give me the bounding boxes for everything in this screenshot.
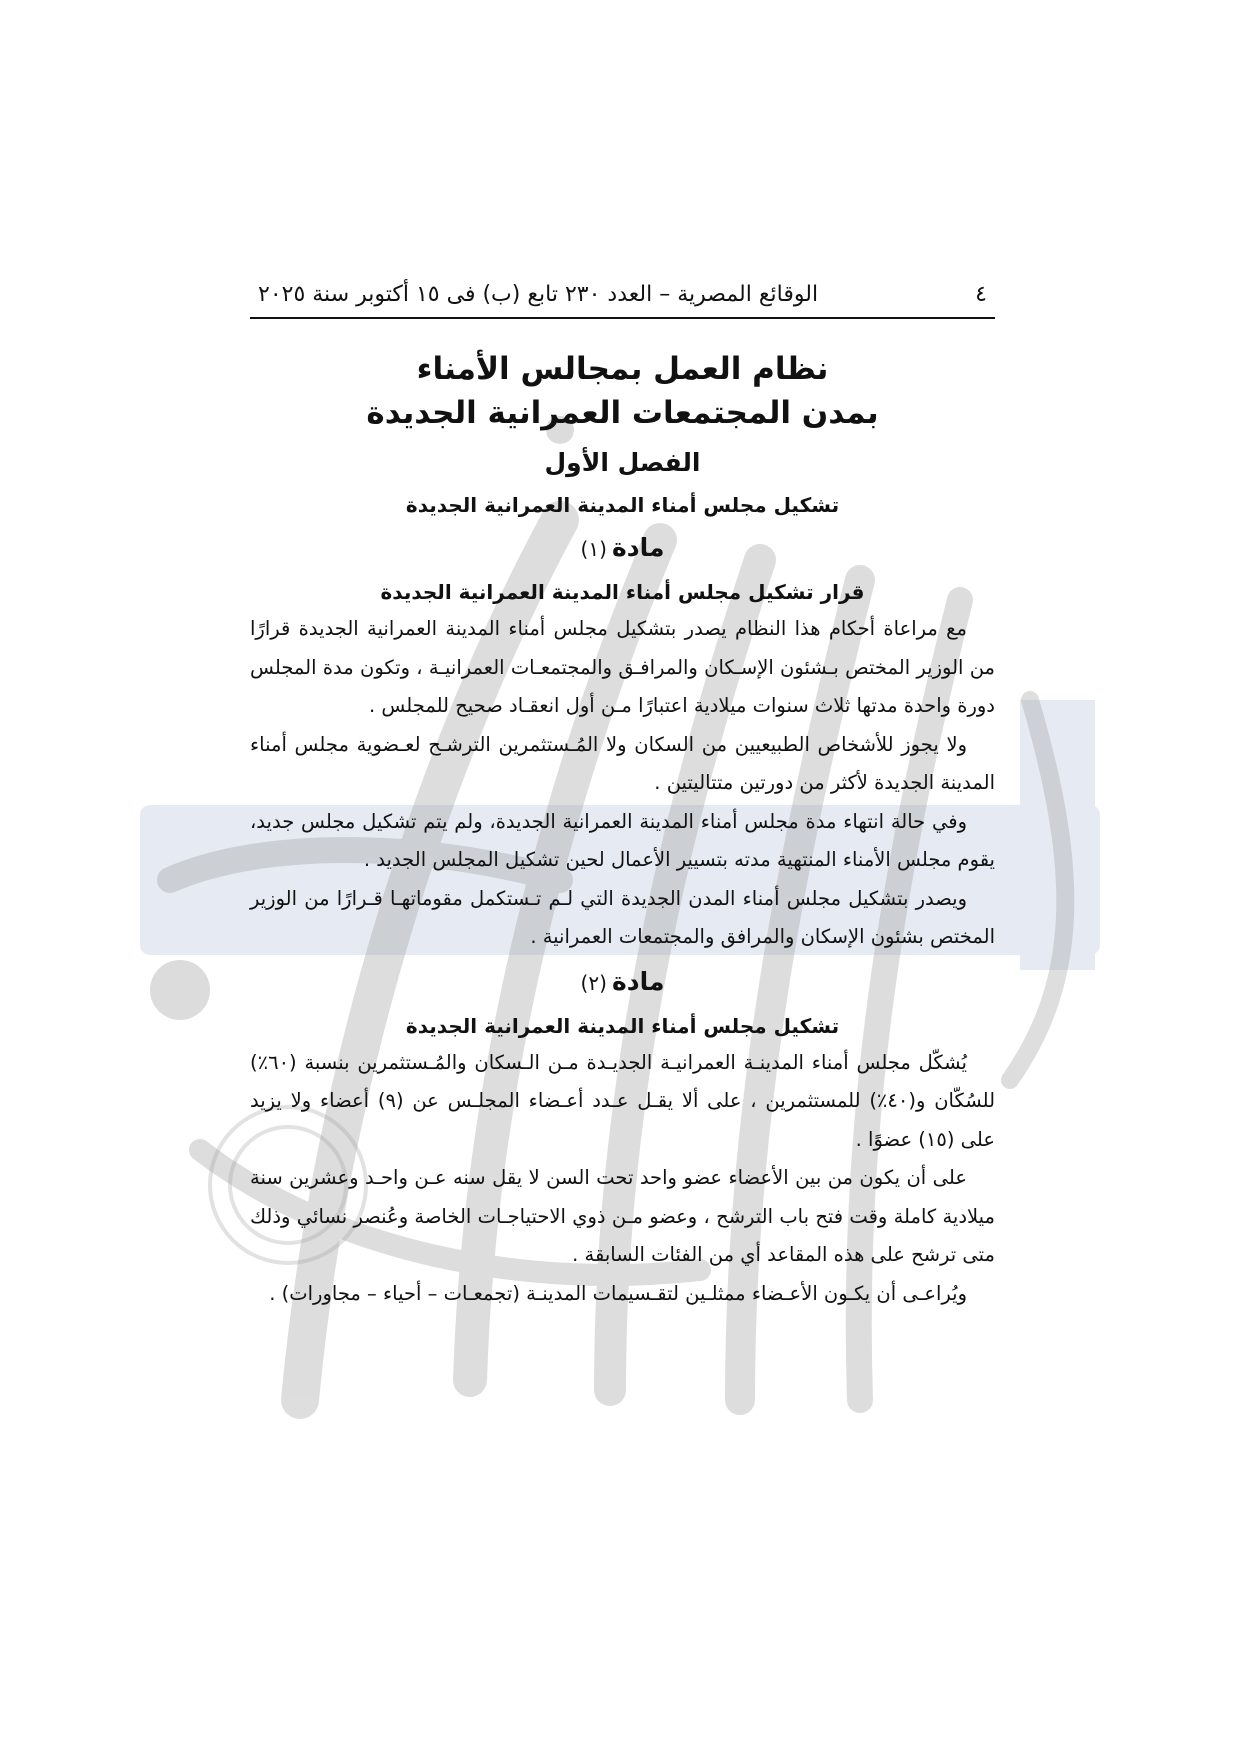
document-title-line-2: بمدن المجتمعات العمرانية الجديدة <box>366 395 879 431</box>
article-2-paragraph-3: ويُراعـى أن يكـون الأعـضاء ممثلـين لتقـسيمات المدينـة (تجمعـات – أحياء – مجاورات) . <box>269 1281 967 1305</box>
article-word: مادة <box>612 966 665 996</box>
article-2-paragraph-1: يُشكّل مجلس أمناء المدينـة العمرانيـة الجديـدة مـن الـسكان والمُـستثمرين بنسبة (٦٠٪) للسُكّان و(٤٠٪) للمستثمرين ، على ألا يقـل عـدد أعـضاء المجلـس عن (٩) أعضاء ولا يزيد على (١٥) عضوًا . <box>250 1050 996 1151</box>
running-header <box>250 282 995 319</box>
running-title: الوقائع المصرية – العدد ٢٣٠ تابع (ب) فى ١٥ أكتوبر سنة ٢٠٢٥ <box>258 282 819 307</box>
article-word: مادة <box>612 533 665 562</box>
article-1-paragraph-4: ويصدر بتشكيل مجلس أمناء المدن الجديدة التي لـم تـستكمل مقوماتهـا قـرارًا من الوزير المختص بشئون الإسكان والمرافق والمجتمعات العمرانية . <box>250 886 995 948</box>
article-1-paragraph-2: ولا يجوز للأشخاص الطبيعيين من السكان ولا المُـستثمرين الترشـح لعـضوية مجلس أمناء المدينة الجديدة لأكثر من دورتين متتاليتين . <box>250 732 995 794</box>
chapter-title: الفصل الأول <box>544 448 701 477</box>
document-page <box>250 282 995 1313</box>
chapter-subtitle: تشكيل مجلس أمناء المدينة العمرانية الجديدة <box>405 493 840 517</box>
article-1-label <box>250 529 995 570</box>
article-2-paragraph-2: على أن يكون من بين الأعضاء عضو واحد تحت السن لا يقل سنه عـن واحـد وعشرين سنة ميلادية كاملة وقت فتح باب الترشح ، وعضو مـن ذوي الاحتياجـات الخاصة وعُنصر نسائي وذلك متى ترشح على هذه المقاعد أي من الفئات السابقة . <box>250 1166 995 1266</box>
article-1-paragraph-1: مع مراعاة أحكام هذا النظام يصدر بتشكيل مجلس أمناء المدينة العمرانية الجديدة قرارًا من الوزير المختص بـشئون الإسـكان والمرافـق والمجتمعـات العمرانيـة ، وتكون مدة المجلس دورة واحدة مدتها ثلاث سنوات ميلادية اعتبارًا مـن أول انعقـاد صحيح للمجلس . <box>250 617 995 717</box>
page-number: ٤ <box>975 282 987 307</box>
article-2-label <box>250 963 995 1004</box>
article-1-heading: قرار تشكيل مجلس أمناء المدينة العمرانية الجديدة <box>380 580 865 604</box>
document-title-line-1: نظام العمل بمجالس الأمناء <box>416 351 829 387</box>
article-number: (٢) <box>580 970 607 995</box>
article-number: (١) <box>580 537 607 561</box>
article-2-heading: تشكيل مجلس أمناء المدينة العمرانية الجديدة <box>405 1013 840 1038</box>
article-1-paragraph-3: وفي حالة انتهاء مدة مجلس أمناء المدينة العمرانية الجديدة، ولم يتم تشكيل مجلس جديد، يقوم مجلس الأمناء المنتهية مدته بتسيير الأعمال لحين تشكيل المجلس الجديد . <box>250 809 995 871</box>
